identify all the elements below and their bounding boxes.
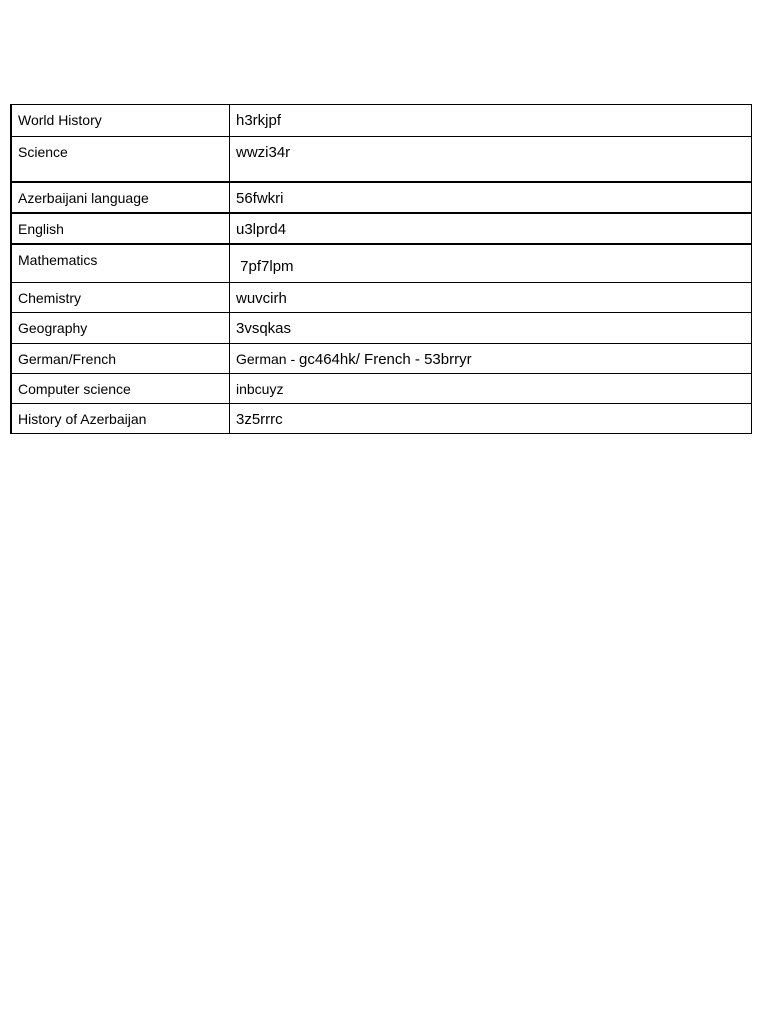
subject-label: Computer science xyxy=(18,381,131,397)
code-value: h3rkjpf xyxy=(236,112,282,129)
code-value: 3z5rrrc xyxy=(236,411,283,428)
table-row xyxy=(11,374,752,404)
code-cell xyxy=(230,182,752,213)
subject-cell xyxy=(11,404,230,434)
code-value-rest: gc464hk/ French - 53brryr xyxy=(299,351,472,368)
subject-cell xyxy=(11,137,230,183)
code-value: inbcuyz xyxy=(236,381,284,397)
code-cell xyxy=(230,404,752,434)
subject-label: Azerbaijani language xyxy=(18,190,149,206)
subject-code-table xyxy=(10,104,752,434)
code-cell xyxy=(230,244,752,283)
code-cell xyxy=(230,283,752,313)
subject-label: World History xyxy=(18,112,102,128)
code-cell xyxy=(230,105,752,137)
subject-label: History of Azerbaijan xyxy=(18,411,147,427)
code-value: wwzi34r xyxy=(236,144,291,161)
subject-label: Geography xyxy=(18,320,88,336)
table-row xyxy=(11,283,752,313)
code-value: 3vsqkas xyxy=(236,320,292,337)
subject-cell xyxy=(11,313,230,344)
subject-cell xyxy=(11,283,230,313)
table-row xyxy=(11,105,752,137)
table-row xyxy=(11,404,752,434)
table-row xyxy=(11,182,752,213)
code-value: 56fwkri xyxy=(236,190,284,207)
code-value: u3lprd4 xyxy=(236,221,287,238)
code-cell xyxy=(230,374,752,404)
subject-label: Chemistry xyxy=(18,290,82,306)
code-cell xyxy=(230,344,752,374)
table-row xyxy=(11,344,752,374)
subject-cell xyxy=(11,374,230,404)
code-value: 7pf7lpm xyxy=(236,258,294,275)
table-row xyxy=(11,137,752,183)
subject-cell xyxy=(11,244,230,283)
subject-label: German/French xyxy=(18,351,117,367)
code-cell xyxy=(230,137,752,183)
code-value: wuvcirh xyxy=(236,290,287,307)
subject-label: English xyxy=(18,221,64,237)
subject-cell xyxy=(11,213,230,244)
subject-cell xyxy=(11,105,230,137)
code-value xyxy=(230,344,751,368)
table-row xyxy=(11,313,752,344)
table-row xyxy=(11,244,752,283)
subject-label: Science xyxy=(18,144,68,160)
code-value-lead: German - xyxy=(236,351,300,367)
code-cell xyxy=(230,313,752,344)
subject-cell xyxy=(11,182,230,213)
code-cell xyxy=(230,213,752,244)
table-row xyxy=(11,213,752,244)
subject-cell xyxy=(11,344,230,374)
subject-label: Mathematics xyxy=(18,252,98,268)
